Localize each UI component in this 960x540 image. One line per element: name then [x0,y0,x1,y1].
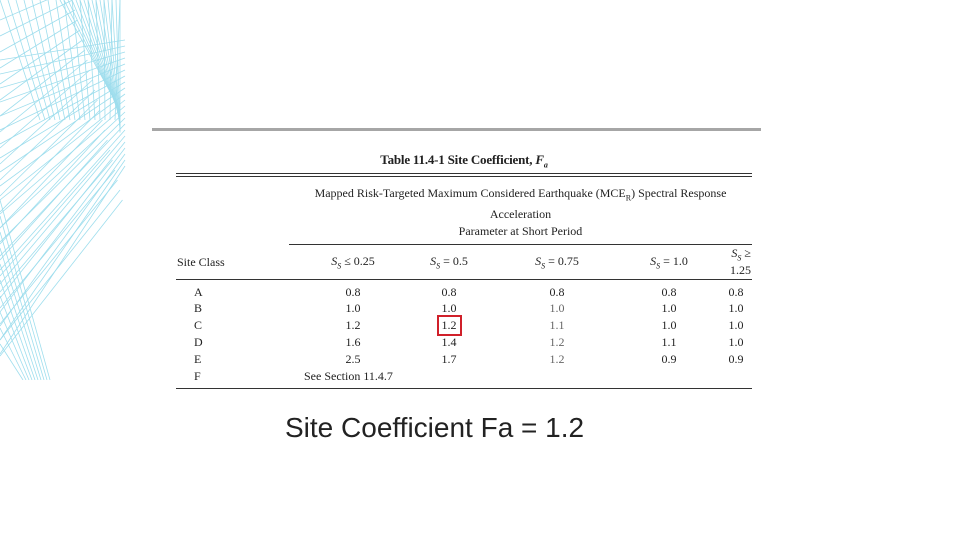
col-header-ss-0-5: $S_S = 0.5$ [402,245,496,279]
highlighted-value-cell [402,317,496,334]
table-row [176,317,752,334]
site-class-cell: E [194,351,202,366]
site-class-cell: A [194,284,203,299]
table-row [176,351,752,368]
slide-caption: Site Coefficient Fa = 1.2 [285,412,585,443]
value-cell: 1.0 [728,301,744,316]
spanning-header [289,177,752,245]
value-cell: 0.9 [661,351,677,366]
value-cell: 1.2 [549,335,565,350]
site-class-cell: C [194,318,203,333]
value-cell: 1.7 [441,351,457,366]
table-row [176,334,752,351]
highlighted-value-text: 1.2 [441,318,457,333]
table-row [176,301,752,318]
section-reference-note: See Section 11.4.7 [304,368,752,388]
highlight-box [437,315,462,336]
value-cell: 0.8 [661,284,677,299]
value-cell: 1.6 [345,335,361,350]
value-cell: 1.1 [661,335,677,350]
wireframe-decoration [0,0,140,380]
coefficient-grid [176,245,752,388]
value-cell: 1.0 [728,335,744,350]
value-cell: 1.2 [345,318,361,333]
site-class-cell: F [176,368,304,388]
value-cell: 2.5 [345,351,361,366]
col-header-site-class: Site Class [176,245,304,279]
site-coefficient-table [176,150,752,389]
value-cell: 0.8 [728,284,744,299]
table-row [176,368,752,388]
site-class-cell: D [194,335,203,350]
value-cell: 1.0 [661,318,677,333]
value-cell: 1.0 [728,318,744,333]
spanning-header-line1: Mapped Risk-Targeted Maximum Considered Earthquake $(MCE_R)$ Spectral Response Acceleration [314,186,727,222]
col-header-ss-1-25: $S_S \ge 1.25$ [720,245,752,279]
value-cell: 0.8 [549,284,565,299]
value-cell: 1.1 [549,318,565,333]
value-cell: 1.0 [661,301,677,316]
site-class-cell: B [194,301,203,316]
value-cell: 1.0 [345,301,361,316]
value-cell: 0.9 [728,351,744,366]
value-cell: 1.0 [549,301,565,316]
value-cell: 0.8 [441,284,457,299]
value-cell: 0.8 [345,284,361,299]
table-row [176,279,752,300]
col-header-ss-1-0: $S_S = 1.0$ [618,245,720,279]
value-cell: 1.2 [549,351,565,366]
table-title: Table 11.4-1 Site Coefficient, $F_a$ [380,152,548,170]
highlighted-value [442,318,457,333]
value-cell: 1.0 [441,301,457,316]
col-header-ss-0-75: $S_S = 0.75$ [496,245,618,279]
spanning-header-line2: Parameter at Short Period [458,224,583,239]
column-header-row [176,245,752,279]
slide-top-rule [152,128,761,131]
value-cell: 1.4 [441,335,457,350]
col-header-ss-0-25: $S_S \le 0.25$ [304,245,402,279]
